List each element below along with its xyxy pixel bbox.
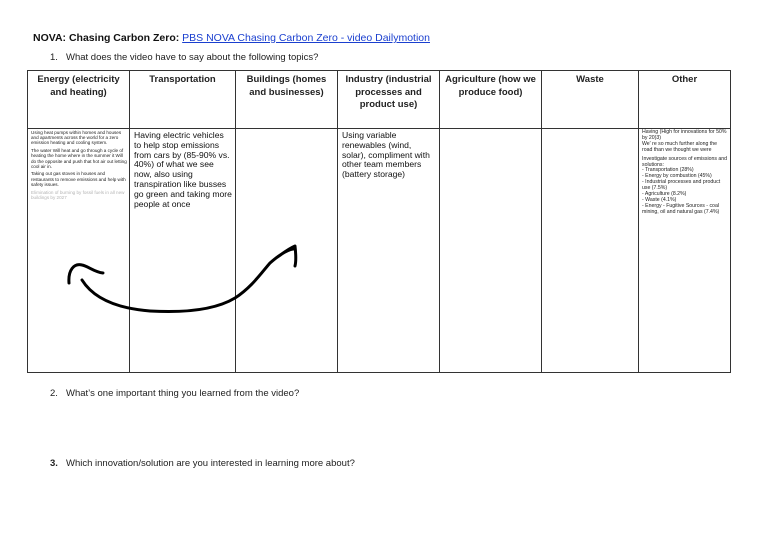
question-text: What’s one important thing you learned from the video? bbox=[66, 388, 300, 399]
energy-note-3: Taking out gas stoves in houses and restaurants to remove emissions and help with safety issues. bbox=[31, 171, 126, 187]
other-list-item: - Transportation (28%) bbox=[642, 167, 694, 174]
other-list-item: - Energy - Fugitive Sources - coal mining, oil and natural gas (7.4%) bbox=[642, 202, 720, 215]
energy-note-1: Using heat pumps within homes and houses and apartments across the world for a zero emission heating and cooling system. bbox=[31, 130, 122, 146]
header-agriculture: Agriculture (how we produce food) bbox=[440, 71, 542, 129]
question-number: 2. bbox=[50, 388, 58, 399]
question-text: What does the video have to say about the following topics? bbox=[66, 52, 319, 63]
other-list-item: - Waste (4.1%) bbox=[642, 196, 677, 203]
other-list-item: - Agriculture (8.2%) bbox=[642, 191, 687, 198]
energy-note-2: The water Will heat and go through a cycle of heating the home where in the summer it Will do the opposite and push that hot air out letting cool air in. bbox=[31, 148, 127, 169]
other-note-3: Investigate sources of emissions and solutions: bbox=[642, 155, 728, 168]
energy-note-4: Elimination of burning by fossil fuels in all new buildings by 2027 bbox=[31, 189, 125, 200]
other-note-2: We' re so much further along the road than we thought we were bbox=[642, 140, 717, 153]
other-note-1: Having (High for innovations for 50% by 20)3) bbox=[642, 129, 727, 141]
question-2 bbox=[50, 388, 299, 399]
title-text: NOVA: Chasing Carbon Zero: bbox=[33, 32, 180, 44]
industry-note: Using variable renewables (wind, solar), compliment with other team members (battery storage) bbox=[342, 130, 430, 180]
header-waste: Waste bbox=[542, 71, 639, 129]
question-number: 1. bbox=[50, 52, 58, 63]
arrow-curve bbox=[69, 246, 296, 312]
question-text: Which innovation/solution are you interested in learning more about? bbox=[66, 458, 355, 469]
header-other: Other bbox=[639, 71, 731, 129]
header-buildings: Buildings (homes and businesses) bbox=[236, 71, 338, 129]
header-transportation: Transportation bbox=[130, 71, 236, 129]
video-link[interactable]: PBS NOVA Chasing Carbon Zero - video Dailymotion bbox=[182, 32, 430, 44]
other-list-item: - Energy by combustion (45%) bbox=[642, 173, 712, 180]
header-industry: Industry (industrial processes and product use) bbox=[338, 71, 440, 129]
question-3 bbox=[50, 458, 355, 469]
question-number: 3. bbox=[50, 458, 58, 469]
transportation-note: Having electric vehicles to help stop emissions from cars by (85-90% vs. 40%) of what we see now, also using transpiration like busses go green and taking more people at once bbox=[134, 130, 232, 209]
header-energy: Energy (electricity and heating) bbox=[28, 71, 130, 129]
other-list-item: - Industrial processes and product use (7.5%) bbox=[642, 179, 721, 192]
